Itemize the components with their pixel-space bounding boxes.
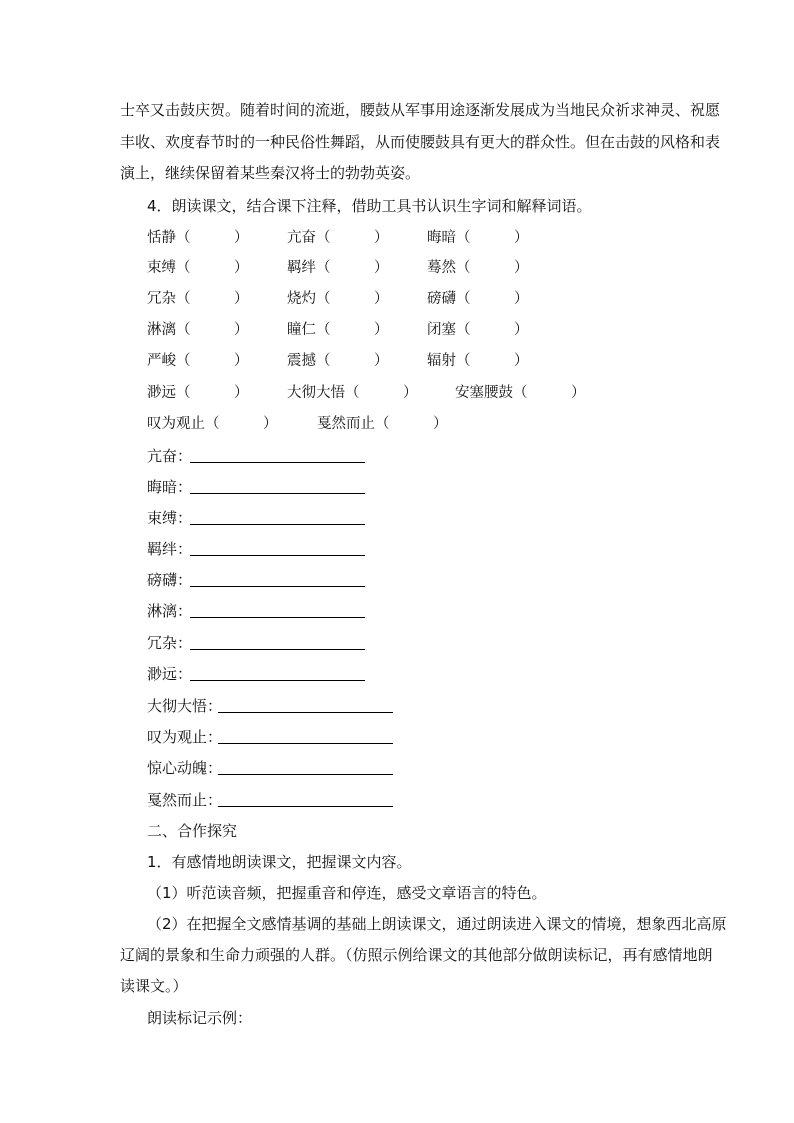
- section-heading: 二、合作探究: [147, 822, 238, 840]
- question-subitem: （1）听范读音频，把握重音和停连，感受文章语言的特色。: [147, 884, 547, 902]
- pinyin-word: 羁绊（ ）: [287, 260, 389, 276]
- definition-label: 磅礴：: [147, 571, 193, 589]
- answer-line[interactable]: [218, 806, 393, 807]
- pinyin-word: 辐射（ ）: [427, 353, 529, 369]
- pinyin-word: 戛然而止（ ）: [317, 416, 448, 432]
- definition-label: 束缚：: [147, 509, 193, 527]
- pinyin-word: 亢奋（ ）: [287, 230, 389, 246]
- definition-label: 戛然而止：: [147, 791, 223, 809]
- pinyin-word: 磅礴（ ）: [427, 291, 529, 307]
- pinyin-word: 蓦然（ ）: [427, 260, 529, 276]
- answer-line[interactable]: [190, 680, 365, 681]
- pinyin-word: 束缚（ ）: [147, 260, 249, 276]
- definition-label: 大彻大悟：: [147, 697, 223, 715]
- pinyin-word: 渺远（ ）: [147, 385, 249, 401]
- definition-label: 冗杂：: [147, 634, 193, 652]
- definition-label: 叹为观止：: [147, 728, 223, 746]
- pinyin-word: 震撼（ ）: [287, 353, 389, 369]
- paragraph-line: 丰收、欢度春节时的一种民俗性舞蹈，从而使腰鼓具有更大的群众性。但在击鼓的风格和表: [120, 133, 721, 151]
- example-label: 朗读标记示例：: [147, 1009, 253, 1027]
- question-item: 1．有感情地朗读课文，把握课文内容。: [147, 853, 412, 871]
- answer-line[interactable]: [218, 712, 393, 713]
- answer-line[interactable]: [190, 493, 365, 494]
- answer-line[interactable]: [190, 462, 365, 463]
- answer-line[interactable]: [218, 743, 393, 744]
- pinyin-word: 闭塞（ ）: [427, 322, 529, 338]
- answer-line[interactable]: [190, 524, 365, 525]
- answer-line[interactable]: [190, 555, 365, 556]
- paragraph-line: 士卒又击鼓庆贺。随着时间的流逝，腰鼓从军事用途逐渐发展成为当地民众祈求神灵、祝愿: [120, 101, 721, 119]
- question-subitem: （2）在把握全文感情基调的基础上朗读课文，通过朗读进入课文的情境，想象西北高原: [147, 915, 727, 933]
- question-subitem: 读课文。）: [120, 977, 188, 995]
- definition-label: 渺远：: [147, 665, 193, 683]
- pinyin-word: 恬静（ ）: [147, 230, 249, 246]
- answer-line[interactable]: [190, 649, 365, 650]
- pinyin-word: 大彻大悟（ ）: [287, 385, 418, 401]
- definition-label: 羁绊：: [147, 540, 193, 558]
- pinyin-word: 晦暗（ ）: [427, 230, 529, 246]
- definition-label: 淋漓：: [147, 602, 193, 620]
- paragraph-line: 演上，继续保留着某些秦汉将士的勃勃英姿。: [120, 164, 421, 182]
- pinyin-word: 安塞腰鼓（ ）: [455, 385, 586, 401]
- pinyin-word: 瞳仁（ ）: [287, 322, 389, 338]
- definition-label: 惊心动魄：: [147, 759, 223, 777]
- pinyin-word: 淋漓（ ）: [147, 322, 249, 338]
- definition-label: 晦暗：: [147, 478, 193, 496]
- pinyin-word: 叹为观止（ ）: [147, 416, 278, 432]
- pinyin-word: 烧灼（ ）: [287, 291, 389, 307]
- task-heading: 4．朗读课文，结合课下注释，借助工具书认识生字词和解释词语。: [147, 197, 592, 215]
- answer-line[interactable]: [218, 774, 393, 775]
- answer-line[interactable]: [190, 617, 365, 618]
- pinyin-word: 冗杂（ ）: [147, 291, 249, 307]
- definition-label: 亢奋：: [147, 447, 193, 465]
- question-subitem: 辽阔的景象和生命力顽强的人群。（仿照示例给课文的其他部分做朗读标记，再有感情地朗: [120, 946, 713, 964]
- answer-line[interactable]: [190, 586, 365, 587]
- pinyin-word: 严峻（ ）: [147, 353, 249, 369]
